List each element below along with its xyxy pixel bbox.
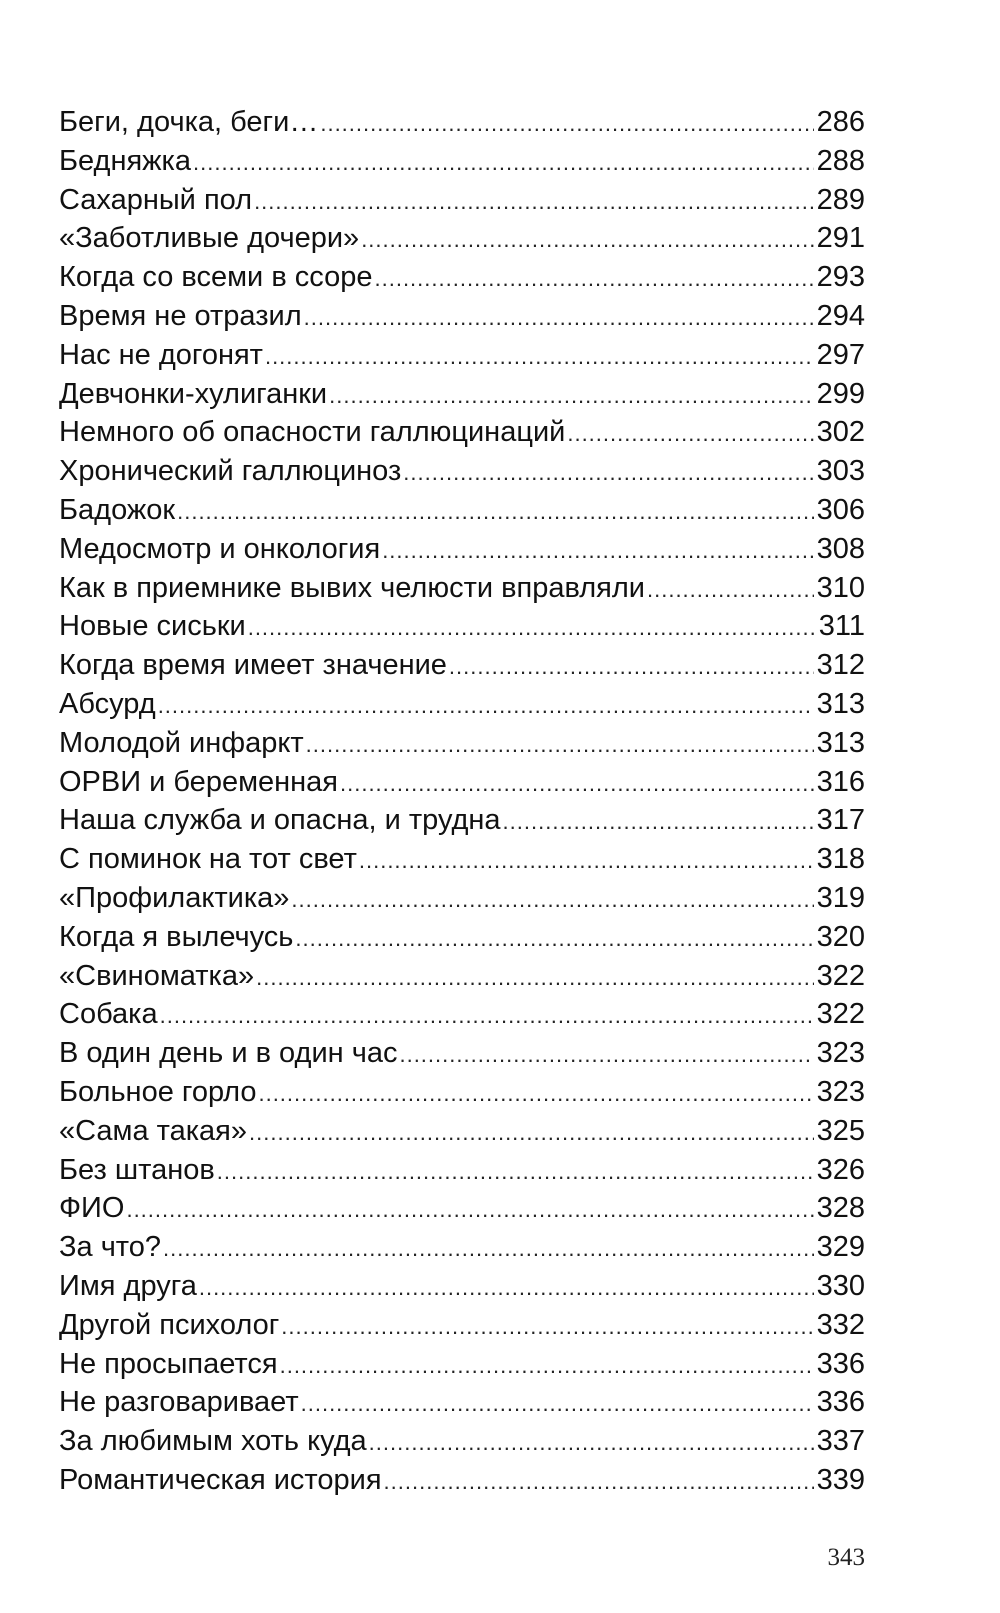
toc-entry-page: 337 bbox=[816, 1425, 865, 1458]
toc-entry-title: Новые сиськи bbox=[59, 610, 246, 643]
dot-leader bbox=[449, 648, 814, 685]
toc-entry-title: Абсурд bbox=[59, 687, 156, 720]
toc-entry-title: Собака bbox=[59, 998, 158, 1031]
toc-entry-title: «Профилактика» bbox=[59, 881, 290, 914]
toc-entry-title: Как в приемнике вывих челюсти вправляли bbox=[59, 571, 645, 604]
toc-entry bbox=[59, 1345, 865, 1384]
toc-entry-page: 286 bbox=[816, 106, 865, 138]
toc-entry bbox=[59, 685, 865, 724]
dot-leader bbox=[249, 1114, 814, 1151]
toc-entry-title: «Сама такая» bbox=[59, 1114, 248, 1147]
toc-entry-page: 313 bbox=[816, 726, 865, 759]
toc-entry-title: Романтическая история bbox=[59, 1463, 382, 1496]
toc-entry-title: Немного об опасности галлюцинаций bbox=[59, 416, 566, 449]
toc-entry-title: «Заботливые дочери» bbox=[59, 222, 360, 255]
toc-entry-title: Имя друга bbox=[59, 1269, 197, 1302]
toc-entry-page: 302 bbox=[816, 416, 865, 449]
dot-leader bbox=[217, 1153, 814, 1190]
dot-leader bbox=[199, 1269, 814, 1306]
toc-entry bbox=[59, 918, 865, 957]
toc-entry bbox=[59, 258, 865, 297]
toc-entry bbox=[59, 297, 865, 336]
toc-entry bbox=[59, 1422, 865, 1461]
toc-entry-page: 288 bbox=[816, 144, 865, 177]
toc-entry bbox=[59, 375, 865, 414]
dot-leader bbox=[320, 105, 813, 142]
toc-entry-title: Другой психолог bbox=[59, 1308, 280, 1341]
toc-entry-title: Молодой инфаркт bbox=[59, 726, 304, 759]
dot-leader bbox=[359, 842, 814, 879]
toc-entry-title: Наша служба и опасна, и трудна bbox=[59, 804, 501, 837]
dot-leader bbox=[281, 1308, 813, 1345]
toc-entry-page: 332 bbox=[816, 1308, 865, 1341]
dot-leader bbox=[384, 1463, 814, 1500]
toc-entry-page: 311 bbox=[818, 610, 865, 643]
toc-entry bbox=[59, 413, 865, 452]
toc-entry-page: 297 bbox=[816, 338, 865, 371]
dot-leader bbox=[291, 881, 813, 918]
toc-entry-title: ФИО bbox=[59, 1192, 125, 1225]
toc-entry-page: 299 bbox=[816, 377, 865, 410]
dot-leader bbox=[295, 920, 813, 957]
toc-entry-title: Время не отразил bbox=[59, 299, 302, 332]
toc-entry-title: Хронический галлюциноз bbox=[59, 455, 402, 488]
toc-entry-title: «Свиноматка» bbox=[59, 959, 255, 992]
toc-entry bbox=[59, 1034, 865, 1073]
toc-entry-page: 313 bbox=[816, 687, 865, 720]
toc-entry-page: 339 bbox=[816, 1463, 865, 1496]
toc-entry bbox=[59, 452, 865, 491]
toc-entry-page: 329 bbox=[816, 1231, 865, 1264]
toc-entry-title: Не просыпается bbox=[59, 1347, 278, 1380]
toc-entry-page: 312 bbox=[816, 649, 865, 682]
toc-entry-page: 325 bbox=[816, 1114, 865, 1147]
toc-entry bbox=[59, 1228, 865, 1267]
toc-entry-page: 336 bbox=[816, 1386, 865, 1419]
toc-entry-page: 291 bbox=[816, 222, 865, 255]
toc-entry-page: 330 bbox=[816, 1269, 865, 1302]
dot-leader bbox=[126, 1191, 813, 1228]
toc-entry-title: Девчонки-хулиганки bbox=[59, 377, 328, 410]
toc-entry bbox=[59, 801, 865, 840]
toc-entry bbox=[59, 1112, 865, 1151]
toc-entry-title: В один день и в один час bbox=[59, 1037, 398, 1070]
dot-leader bbox=[375, 260, 814, 297]
toc-entry bbox=[59, 1267, 865, 1306]
toc-entry bbox=[59, 569, 865, 608]
toc-entry-title: Без штанов bbox=[59, 1153, 215, 1186]
dot-leader bbox=[647, 571, 814, 608]
toc-entry-page: 319 bbox=[816, 881, 865, 914]
dot-leader bbox=[256, 959, 813, 996]
dot-leader bbox=[160, 997, 814, 1034]
toc-entry-page: 293 bbox=[816, 261, 865, 294]
toc-entry-title: Когда со всеми в ссоре bbox=[59, 261, 373, 294]
toc-entry bbox=[59, 957, 865, 996]
toc-entry bbox=[59, 181, 865, 220]
toc-entry bbox=[59, 530, 865, 569]
dot-leader bbox=[163, 1230, 814, 1267]
toc-entry bbox=[59, 763, 865, 802]
toc-entry bbox=[59, 724, 865, 763]
toc-entry-page: 303 bbox=[816, 455, 865, 488]
toc-entry-title: Бадожок bbox=[59, 493, 176, 526]
toc-entry-page: 316 bbox=[816, 765, 865, 798]
dot-leader bbox=[399, 1036, 813, 1073]
dot-leader bbox=[503, 803, 814, 840]
toc-entry-page: 328 bbox=[816, 1192, 865, 1225]
toc-entry-title: С поминок на тот свет bbox=[59, 843, 357, 876]
toc-entry bbox=[59, 336, 865, 375]
toc-entry-page: 306 bbox=[816, 493, 865, 526]
toc-entry bbox=[59, 1383, 865, 1422]
toc-entry-title: ОРВИ и беременная bbox=[59, 765, 338, 798]
dot-leader bbox=[340, 765, 814, 802]
dot-leader bbox=[329, 377, 813, 414]
toc-entry-title: Сахарный пол bbox=[59, 183, 253, 216]
toc-entry-page: 320 bbox=[816, 920, 865, 953]
toc-entry-page: 294 bbox=[816, 299, 865, 332]
dot-leader bbox=[403, 454, 813, 491]
page-number: 343 bbox=[827, 1544, 865, 1571]
dot-leader bbox=[248, 609, 816, 646]
toc-entry-title: Больное горло bbox=[59, 1075, 257, 1108]
toc-entry bbox=[59, 1461, 865, 1500]
toc-entry bbox=[59, 1151, 865, 1190]
dot-leader bbox=[254, 183, 814, 220]
dot-leader bbox=[177, 493, 814, 530]
toc-entry-title: Медосмотр и онкология bbox=[59, 532, 381, 565]
toc-entry-page: 323 bbox=[816, 1075, 865, 1108]
toc-entry bbox=[59, 491, 865, 530]
toc-entry bbox=[59, 142, 865, 181]
toc-entry bbox=[59, 840, 865, 879]
toc-entry-title: Не разговаривает bbox=[59, 1386, 299, 1419]
toc-entry bbox=[59, 1073, 865, 1112]
table-of-contents bbox=[59, 103, 865, 1500]
dot-leader bbox=[369, 1424, 814, 1461]
dot-leader bbox=[382, 532, 813, 569]
toc-entry bbox=[59, 219, 865, 258]
toc-entry bbox=[59, 646, 865, 685]
toc-entry bbox=[59, 607, 865, 646]
dot-leader bbox=[193, 144, 814, 181]
toc-entry bbox=[59, 1189, 865, 1228]
toc-entry-page: 310 bbox=[816, 571, 865, 604]
toc-entry-page: 317 bbox=[816, 804, 865, 837]
dot-leader bbox=[258, 1075, 813, 1112]
toc-entry-page: 326 bbox=[816, 1153, 865, 1186]
toc-entry-page: 289 bbox=[816, 183, 865, 216]
dot-leader bbox=[158, 687, 814, 724]
toc-entry-page: 308 bbox=[816, 532, 865, 565]
toc-entry-title: Когда время имеет значение bbox=[59, 649, 447, 682]
dot-leader bbox=[304, 299, 814, 336]
toc-entry-page: 322 bbox=[816, 959, 865, 992]
dot-leader bbox=[567, 415, 813, 452]
toc-entry-title: Бедняжка bbox=[59, 144, 192, 177]
toc-entry-title: Беги, дочка, беги… bbox=[59, 106, 319, 138]
dot-leader bbox=[280, 1347, 814, 1384]
toc-entry-page: 318 bbox=[816, 843, 865, 876]
dot-leader bbox=[301, 1385, 814, 1422]
toc-entry bbox=[59, 879, 865, 918]
dot-leader bbox=[306, 726, 814, 763]
toc-entry bbox=[59, 103, 865, 142]
dot-leader bbox=[361, 221, 813, 258]
toc-entry bbox=[59, 995, 865, 1034]
toc-entry-title: Нас не догонят bbox=[59, 338, 263, 371]
toc-entry-title: За любимым хоть куда bbox=[59, 1425, 367, 1458]
dot-leader bbox=[265, 338, 814, 375]
toc-entry-page: 336 bbox=[816, 1347, 865, 1380]
toc-entry-title: Когда я вылечусь bbox=[59, 920, 294, 953]
toc-entry-title: За что? bbox=[59, 1231, 162, 1264]
toc-entry-page: 322 bbox=[816, 998, 865, 1031]
toc-entry-page: 323 bbox=[816, 1037, 865, 1070]
toc-entry bbox=[59, 1306, 865, 1345]
